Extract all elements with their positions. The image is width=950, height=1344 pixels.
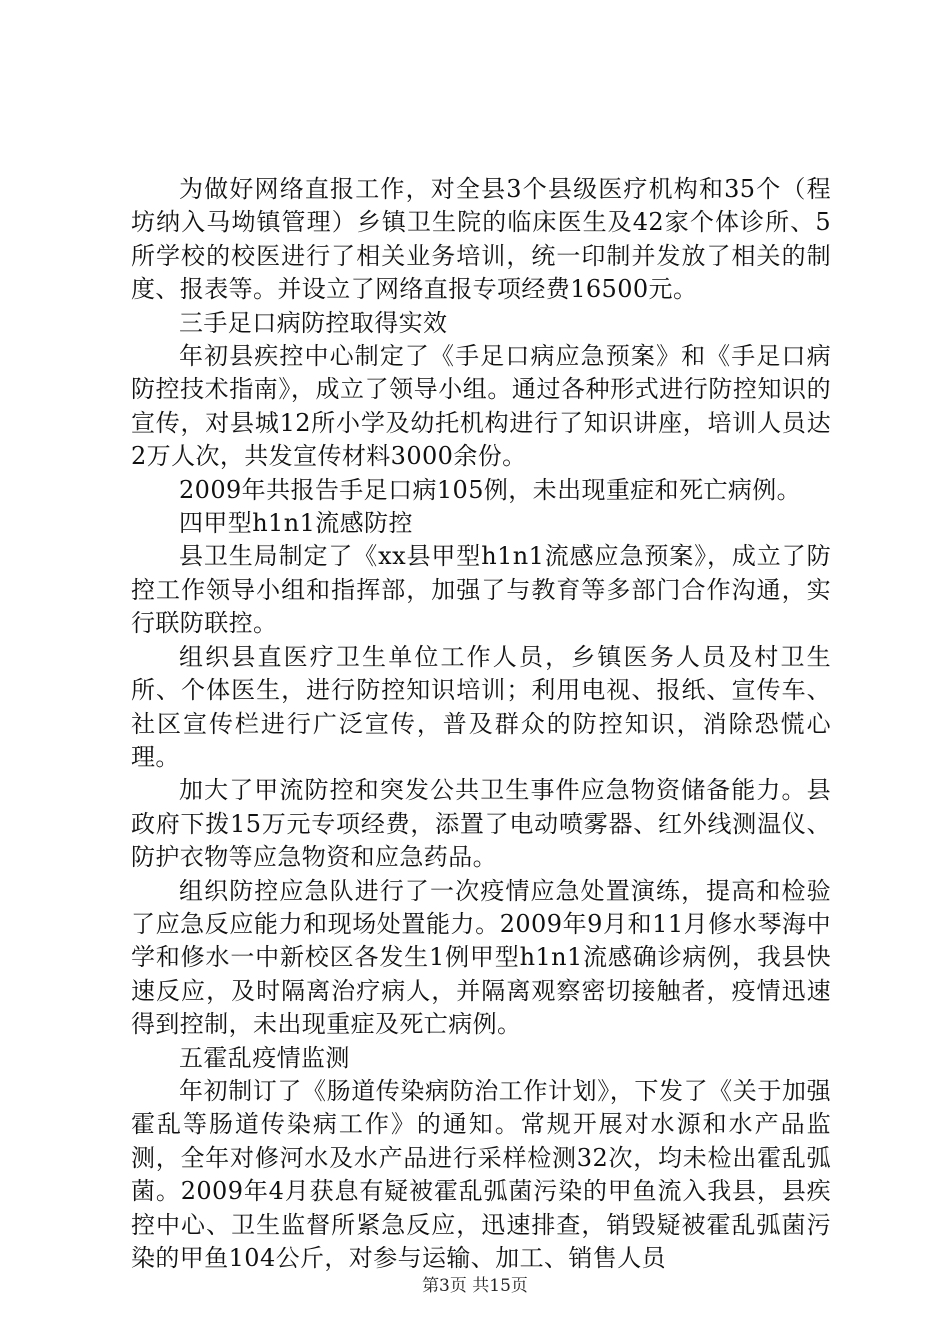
paragraph-hfmd-cases: 2009年共报告手足口病105例，未出现重症和死亡病例。: [179, 475, 802, 504]
document-body: [131, 173, 831, 1275]
heading-h1n1: 四甲型h1n1流感防控: [179, 509, 413, 538]
paragraph-h1n1-drill: 组织防控应急队进行了一次疫情应急处置演练，提高和检验了应急反应能力和现场处置能力。2009年9月和11月修水琴海中学和修水一中新校区各发生1例甲型h1n1流感确诊病例，我县快速反应，及时隔离治疗病人，并隔离观察密切接触者，疫情迅速得到控制，未出现重症及死亡病例。: [131, 876, 831, 1039]
paragraph-cholera-monitoring: 年初制订了《肠道传染病防治工作计划》，下发了《关于加强霍乱等肠道传染病工作》的通知。常规开展对水源和水产品监测，全年对修河水及水产品进行采样检测32次，均未检出霍乱弧菌。2009年4月获息有疑被霍乱弧菌污染的甲鱼流入我县，县疾控中心、卫生监督所紧急反应，迅速排查，销毁疑被霍乱弧菌污染的甲鱼104公斤，对参与运输、加工、销售人员: [131, 1076, 831, 1272]
paragraph-h1n1-supplies: 加大了甲流防控和突发公共卫生事件应急物资储备能力。县政府下拨15万元专项经费，添置了电动喷雾器、红外线测温仪、防护衣物等应急物资和应急药品。: [131, 776, 831, 872]
paragraph-network-reporting: 为做好网络直报工作，对全县3个县级医疗机构和35个（程坊纳入马坳镇管理）乡镇卫生院的临床医生及42家个体诊所、5所学校的校医进行了相关业务培训，统一印制并发放了相关的制度、报表等。并设立了网络直报专项经费16500元。: [131, 175, 831, 304]
heading-hand-foot-mouth: 三手足口病防控取得实效: [179, 308, 448, 337]
paragraph-hfmd-plan: 年初县疾控中心制定了《手足口病应急预案》和《手足口病防控技术指南》，成立了领导小组。通过各种形式进行防控知识的宣传，对县城12所小学及幼托机构进行了知识讲座，培训人员达2万人次，共发宣传材料3000余份。: [131, 342, 831, 471]
paragraph-h1n1-plan: 县卫生局制定了《xx县甲型h1n1流感应急预案》，成立了防控工作领导小组和指挥部，加强了与教育等多部门合作沟通，实行联防联控。: [131, 542, 831, 638]
paragraph-h1n1-training: 组织县直医疗卫生单位工作人员，乡镇医务人员及村卫生所、个体医生，进行防控知识培训；利用电视、报纸、宣传车、社区宣传栏进行广泛宣传，普及群众的防控知识，消除恐慌心理。: [131, 642, 831, 771]
heading-cholera: 五霍乱疫情监测: [179, 1043, 350, 1072]
page-footer: 第3页 共15页: [422, 1276, 528, 1296]
